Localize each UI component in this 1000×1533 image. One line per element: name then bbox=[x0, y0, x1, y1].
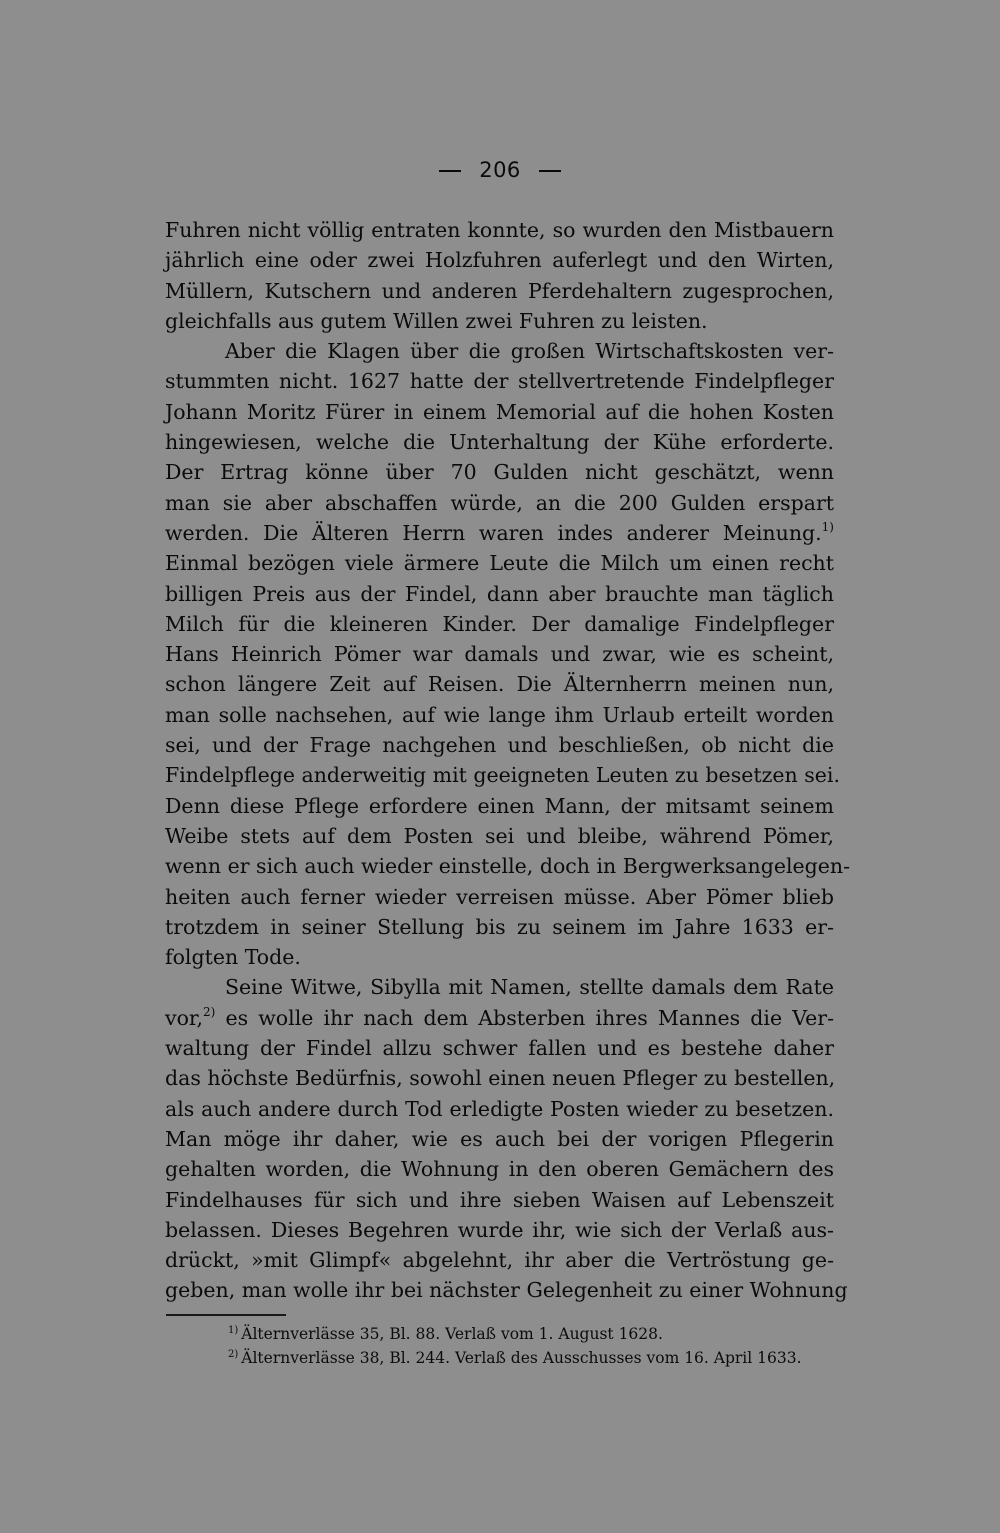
text-line-content: sei, und der Frage nachgehen und beschließen, ob nicht die bbox=[165, 733, 834, 758]
text-line bbox=[165, 609, 834, 639]
body-text bbox=[165, 215, 851, 1306]
text-line-content: folgten Tode. bbox=[165, 945, 301, 970]
text-line-content: drückt, »mit Glimpf« abgelehnt, ihr aber die Vertröstung ge- bbox=[165, 1248, 834, 1273]
footnote-reference: 2) bbox=[203, 1004, 216, 1019]
footnote bbox=[228, 1322, 848, 1346]
text-line bbox=[165, 276, 834, 306]
text-line bbox=[165, 1033, 834, 1063]
text-line-content: Denn diese Pflege erfordere einen Mann, der mitsamt seinem bbox=[165, 793, 834, 818]
footnote bbox=[228, 1346, 848, 1370]
text-line bbox=[165, 882, 834, 912]
text-line-content: man solle nachsehen, auf wie lange ihm Urlaub erteilt worden bbox=[165, 702, 834, 727]
text-line-content: jährlich eine oder zwei Holzfuhren auferlegt und den Wirten, bbox=[165, 248, 834, 273]
page-number-dash-left bbox=[439, 170, 461, 172]
page-number-header bbox=[0, 158, 1000, 182]
text-line bbox=[165, 912, 834, 942]
text-line bbox=[165, 245, 834, 275]
footnote-marker: 1) bbox=[228, 1325, 239, 1336]
text-line-content: Seine Witwe, Sibylla mit Namen, stellte damals dem Rate bbox=[225, 975, 834, 1000]
text-line-content: geben, man wolle ihr bei nächster Gelegenheit zu einer Wohnung bbox=[165, 1278, 848, 1303]
footnote-separator bbox=[166, 1314, 286, 1316]
footnotes bbox=[228, 1322, 848, 1370]
text-line bbox=[165, 518, 834, 548]
text-line-rest: es wolle ihr nach dem Absterben ihres Mannes die Ver- bbox=[215, 1005, 834, 1030]
text-line bbox=[165, 1245, 834, 1275]
text-line bbox=[165, 366, 834, 396]
text-line bbox=[165, 1215, 834, 1245]
text-line bbox=[165, 488, 834, 518]
text-line bbox=[165, 851, 851, 881]
text-line-content: Einmal bezögen viele ärmere Leute die Milch um einen recht bbox=[165, 551, 834, 576]
text-line-content: heiten auch ferner wieder verreisen müsse. Aber Pömer blieb bbox=[165, 884, 834, 909]
text-line-content: Johann Moritz Fürer in einem Memorial auf die hohen Kosten bbox=[165, 399, 834, 424]
text-line-content: Müllern, Kutschern und anderen Pferdehaltern zugesprochen, bbox=[165, 278, 834, 303]
text-line-content: wenn er sich auch wieder einstelle, doch in Bergwerksangelegen- bbox=[165, 854, 851, 879]
text-line-content: man sie aber abschaffen würde, an die 200 Gulden erspart bbox=[165, 490, 834, 515]
text-line bbox=[165, 306, 834, 336]
text-line-content: Hans Heinrich Pömer war damals und zwar, wie es scheint, bbox=[165, 642, 834, 667]
text-line bbox=[165, 1124, 834, 1154]
text-line bbox=[165, 397, 834, 427]
text-line bbox=[165, 1154, 834, 1184]
text-line bbox=[165, 791, 834, 821]
text-line-content: waltung der Findel allzu schwer fallen und es bestehe daher bbox=[165, 1036, 834, 1061]
text-line-content: Fuhren nicht völlig entraten konnte, so wurden den Mistbauern bbox=[165, 218, 834, 242]
page-number: 206 bbox=[479, 158, 521, 182]
text-line-start: vor, bbox=[165, 1005, 203, 1030]
text-line-content: Aber die Klagen über die großen Wirtschaftskosten ver- bbox=[225, 339, 834, 364]
text-line-content: gehalten worden, die Wohnung in den oberen Gemächern des bbox=[165, 1157, 834, 1182]
text-line bbox=[165, 639, 834, 669]
text-line-content: Man möge ihr daher, wie es auch bei der vorigen Pflegerin bbox=[165, 1126, 834, 1151]
text-line-content: Der Ertrag könne über 70 Gulden nicht geschätzt, wenn bbox=[165, 460, 834, 485]
text-line bbox=[165, 760, 840, 790]
text-line bbox=[165, 457, 834, 487]
text-line-content: stummten nicht. 1627 hatte der stellvertretende Findelpfleger bbox=[165, 369, 834, 394]
text-line bbox=[165, 1063, 834, 1093]
text-line bbox=[165, 730, 834, 760]
page-number-dash-right bbox=[539, 170, 561, 172]
text-line-content: Findelhauses für sich und ihre sieben Waisen auf Lebenszeit bbox=[165, 1187, 834, 1212]
text-line bbox=[165, 579, 834, 609]
text-line bbox=[165, 548, 834, 578]
text-line-content: das höchste Bedürfnis, sowohl einen neuen Pfleger zu bestellen, bbox=[165, 1066, 836, 1091]
text-line bbox=[165, 1185, 834, 1215]
text-line bbox=[165, 942, 834, 972]
text-line bbox=[165, 972, 834, 1002]
text-line bbox=[165, 336, 834, 366]
text-line-content: belassen. Dieses Begehren wurde ihr, wie sich der Verlaß aus- bbox=[165, 1217, 834, 1242]
text-line-content: Findelpflege anderweitig mit geeigneten Leuten zu besetzen sei. bbox=[165, 763, 840, 788]
text-line-content: gleichfalls aus gutem Willen zwei Fuhren zu leisten. bbox=[165, 308, 708, 333]
text-line-content: werden. Die Älteren Herrn waren indes anderer Meinung. bbox=[165, 520, 822, 545]
text-line-content: trotzdem in seiner Stellung bis zu seinem im Jahre 1633 er- bbox=[165, 914, 834, 939]
text-line bbox=[165, 821, 834, 851]
text-line bbox=[165, 215, 834, 245]
text-line-content: Weibe stets auf dem Posten sei und bleibe, während Pömer, bbox=[165, 823, 834, 848]
text-line bbox=[165, 1275, 848, 1305]
text-line-content: billigen Preis aus der Findel, dann aber brauchte man täglich bbox=[165, 581, 834, 606]
text-line-content: schon längere Zeit auf Reisen. Die Älternherrn meinen nun, bbox=[165, 672, 834, 697]
text-line bbox=[165, 1094, 834, 1124]
footnote-marker: 2) bbox=[228, 1349, 239, 1360]
text-line bbox=[165, 700, 834, 730]
footnote-reference: 1) bbox=[821, 519, 834, 534]
text-line-content: hingewiesen, welche die Unterhaltung der Kühe erforderte. bbox=[165, 430, 834, 455]
footnote-text: Älternverlässe 38, Bl. 244. Verlaß des Ausschusses vom 16. April 1633. bbox=[241, 1349, 802, 1367]
text-line bbox=[165, 669, 834, 699]
text-line bbox=[165, 427, 834, 457]
text-line bbox=[165, 1003, 834, 1033]
footnote-text: Älternverlässe 35, Bl. 88. Verlaß vom 1. August 1628. bbox=[241, 1325, 663, 1343]
text-line-content: Milch für die kleineren Kinder. Der damalige Findelpfleger bbox=[165, 611, 834, 636]
text-line-content: als auch andere durch Tod erledigte Posten wieder zu besetzen. bbox=[165, 1096, 834, 1121]
